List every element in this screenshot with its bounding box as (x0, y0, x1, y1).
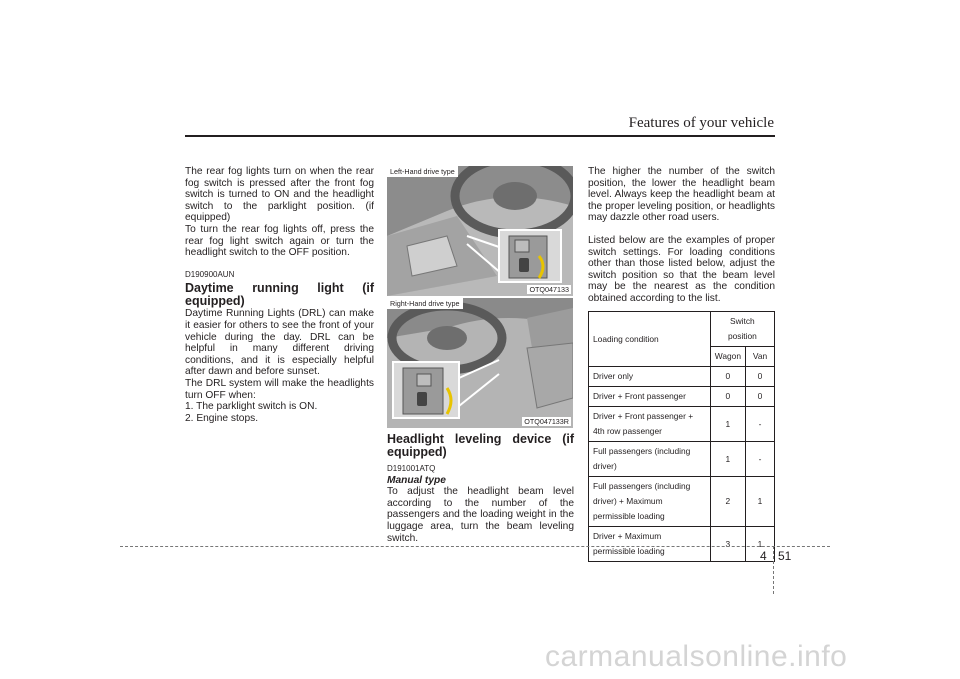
figure-label-lhd: Left-Hand drive type (387, 166, 458, 177)
subheading-manual-type: Manual type (387, 474, 446, 486)
table-cell-condition: Driver + Front passenger (589, 387, 711, 407)
column-1 (185, 166, 374, 424)
paragraph-drl-description: Daytime Running Lights (DRL) can make it easier for others to see the front of your vehicle during the day. DRL can be helpful in many different driving conditions, and it is especially helpful after dawn and before sunset. (185, 308, 374, 378)
figure-right-hand-drive (387, 298, 573, 428)
table-cell-van: - (746, 407, 775, 442)
table-cell-van: 1 (746, 527, 775, 562)
column-3 (588, 166, 775, 305)
paragraph-rear-fog-off: To turn the rear fog lights off, press the rear fog light switch again or turn the headlight switch to the OFF position. (185, 223, 374, 259)
paragraph-drl-off: The DRL system will make the headlights turn OFF when: (185, 377, 374, 401)
paragraph-rear-fog-on: The rear fog lights turn on when the rear fog switch is pressed after the front fog switch is turned to ON and the headlight switch to the parklight position. (if equipped) (185, 166, 374, 224)
footer-dashed-rule (120, 546, 830, 547)
table-cell-wagon: 1 (710, 407, 745, 442)
figure-left-hand-drive (387, 166, 573, 296)
header-rule (185, 135, 775, 137)
table-cell-van: 1 (746, 477, 775, 527)
page-header-title: Features of your vehicle (628, 115, 774, 131)
table-cell-condition: Driver + Front passenger + 4th row passenger (589, 407, 711, 442)
table-cell-van: - (746, 442, 775, 477)
table-cell-wagon: 0 (710, 367, 745, 387)
table-row (589, 387, 775, 407)
table-cell-van: 0 (746, 387, 775, 407)
footer-chapter-number: 4 (760, 549, 767, 563)
heading-headlight-leveling: Headlight leveling device (if equipped) (387, 432, 574, 459)
table-cell-wagon: 2 (710, 477, 745, 527)
footer-page-separator (773, 546, 774, 594)
table-cell-condition: Driver + Maximum permissible loading (589, 527, 711, 562)
table-row (589, 367, 775, 387)
table-header-loading-condition: Loading condition (589, 312, 711, 367)
table-cell-van: 0 (746, 367, 775, 387)
loading-condition-table (588, 311, 775, 562)
table-header-wagon: Wagon (710, 347, 745, 367)
paragraph-switch-position: The higher the number of the switch position, the lower the headlight beam level. Always keep the headlight beam at the proper leveling position, or headlights may dazzle other road users. (588, 166, 775, 224)
heading-daytime-running-light: Daytime running light (if equipped) (185, 281, 374, 309)
table-row (589, 477, 775, 527)
table-row (589, 527, 775, 562)
table-cell-condition: Full passengers (including driver) + Maximum permissible loading (589, 477, 711, 527)
figure-label-rhd: Right-Hand drive type (387, 298, 463, 309)
figure-code-lhd: OTQ047133 (529, 285, 569, 294)
table-header-van: Van (746, 347, 775, 367)
table-row (589, 407, 775, 442)
figure-code-rhd: OTQ047133R (524, 417, 569, 426)
paragraph-leveling-instructions: To adjust the headlight beam level according to the number of the passengers and the loading weight in the luggage area, turn the beam leveling switch. (387, 486, 574, 544)
footer-page-number: 51 (778, 549, 792, 563)
table-cell-condition: Driver only (589, 367, 711, 387)
list-item-1: 1. The parklight switch is ON. (185, 401, 318, 413)
table-row (589, 442, 775, 477)
watermark: carmanualsonline.info (545, 640, 848, 673)
column-2 (387, 431, 574, 544)
list-item-2: 2. Engine stops. (185, 412, 259, 424)
table-cell-wagon: 1 (710, 442, 745, 477)
section-code-leveling: D191001ATQ (387, 464, 436, 473)
table-cell-condition: Full passengers (including driver) (589, 442, 711, 477)
section-code-drl: D190900AUN (185, 269, 235, 279)
table-header-switch-position: Switch position (710, 312, 774, 347)
table-cell-wagon: 0 (710, 387, 745, 407)
table-cell-wagon: 3 (710, 527, 745, 562)
dashboard-illustration-lhd (387, 166, 573, 296)
paragraph-examples: Listed below are the examples of proper switch settings. For loading conditions other than those listed below, adjust the switch position so that the beam level may be the nearest as the condition obtained according to the list. (588, 234, 775, 304)
dashboard-illustration-rhd (387, 298, 573, 428)
